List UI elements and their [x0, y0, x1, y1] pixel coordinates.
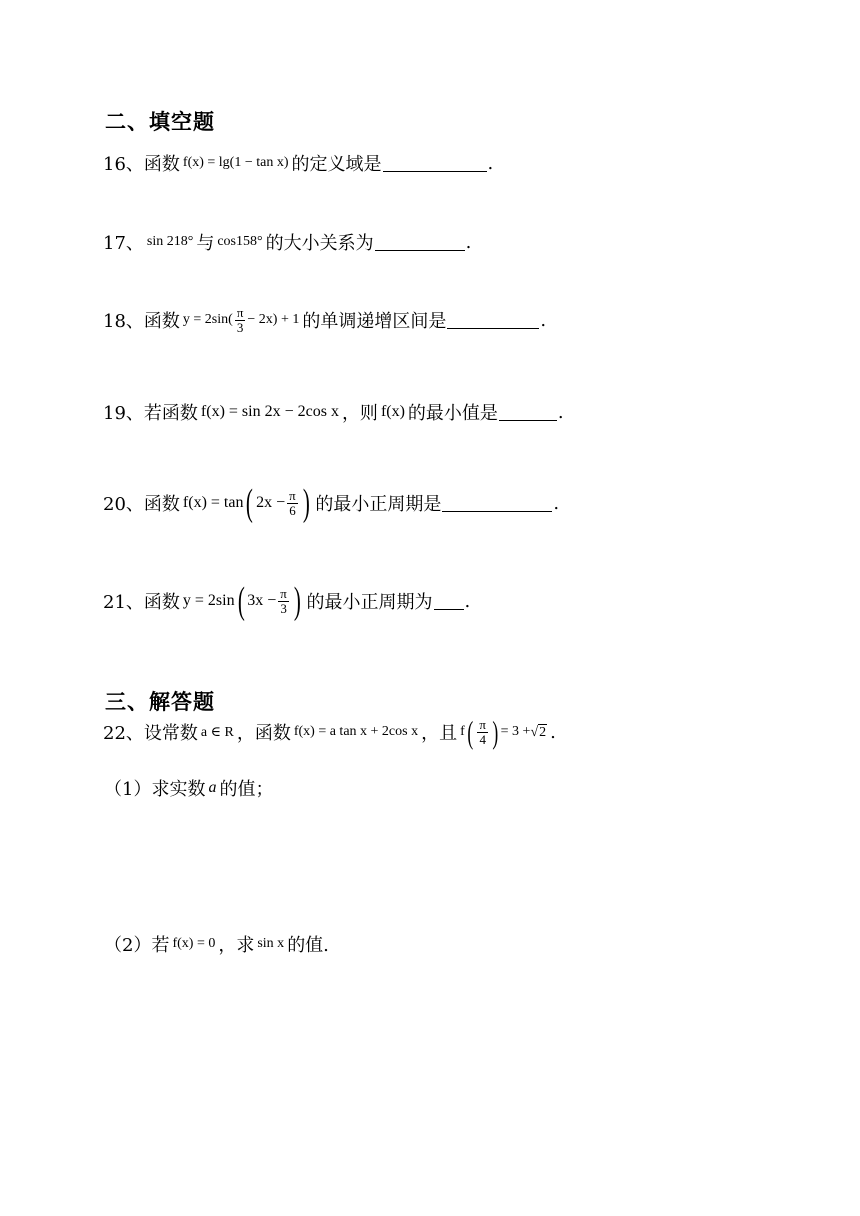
answer-blank[interactable] [375, 234, 465, 251]
question-17 [103, 229, 471, 255]
question-number: 20、 [103, 494, 144, 515]
math-part: − 2x) + 1 [247, 312, 300, 328]
question-20 [103, 484, 559, 522]
math-expression: sin x [257, 936, 285, 951]
question-text: 的值； [219, 779, 274, 800]
period: . [465, 231, 472, 253]
fraction-denominator: 3 [280, 600, 287, 616]
answer-blank[interactable] [383, 155, 487, 172]
question-text: 的定义域是 [291, 154, 382, 175]
answer-blank[interactable] [434, 593, 464, 610]
period: . [550, 721, 556, 743]
question-19 [103, 399, 564, 425]
question-number: 18、 [103, 311, 144, 333]
math-expression [180, 306, 302, 334]
question-text: 的大小关系为 [265, 233, 374, 254]
question-text: 的最小值是 [407, 403, 498, 424]
question-text: （1）求实数 [104, 779, 206, 800]
fraction-denominator: 3 [236, 319, 244, 335]
math-part: f(x) = tan [182, 494, 244, 511]
fraction-denominator: 4 [479, 731, 486, 747]
right-paren: ) [302, 482, 310, 524]
math-variable: a [208, 779, 217, 796]
question-text: 设常数 [143, 723, 198, 744]
fraction-numerator: π [289, 487, 296, 503]
question-number: 21、 [103, 592, 144, 613]
math-expression: f(x) = lg(1 − tan x) [182, 155, 289, 170]
right-paren: ) [492, 714, 499, 750]
question-text: ，求 [218, 935, 255, 956]
fraction-numerator: π [479, 716, 486, 732]
left-paren: ( [237, 580, 245, 622]
question-number: 22、 [103, 723, 144, 744]
answer-blank[interactable] [442, 495, 552, 512]
fraction-numerator: π [280, 585, 287, 601]
question-text: （2）若 [104, 935, 170, 956]
question-22 [103, 716, 556, 748]
question-text: 与 [196, 233, 215, 254]
question-text: 函数 [143, 311, 180, 333]
question-18 [103, 306, 546, 334]
question-21 [103, 582, 470, 620]
question-16 [103, 150, 493, 176]
section-title-fill-in: 二、填空题 [105, 110, 215, 134]
math-part: y = 2sin [182, 592, 235, 609]
math-part: f [460, 724, 465, 739]
math-expression: a ∈ R [200, 724, 234, 740]
math-part: 2x − [256, 494, 286, 511]
answer-blank[interactable] [447, 312, 539, 329]
period: . [487, 152, 494, 174]
left-paren: ( [467, 714, 474, 750]
sqrt-radicand: 2 [539, 724, 547, 740]
fraction-denominator: 6 [289, 502, 296, 518]
math-part: 3x − [247, 592, 277, 609]
math-part: = 3 + [500, 724, 531, 739]
math-expression: sin 218° [146, 234, 194, 249]
left-paren: ( [246, 482, 254, 524]
question-text: ，函数 [236, 723, 291, 744]
fraction [477, 718, 488, 746]
question-text: 若函数 [143, 403, 198, 424]
math-expression [180, 484, 315, 522]
question-number: 17、 [103, 233, 144, 254]
math-expression: f(x) = sin 2x − 2cos x [200, 403, 339, 420]
question-22-part-2 [104, 931, 329, 957]
question-text: 函数 [143, 154, 180, 175]
fraction-numerator: π [236, 305, 244, 320]
period: . [553, 492, 560, 514]
question-text: 函数 [143, 494, 180, 515]
question-22-part-1 [104, 775, 273, 801]
question-text: 函数 [143, 592, 180, 613]
math-expression: f(x) = 0 [172, 936, 216, 951]
question-number: 19、 [103, 403, 144, 424]
question-number: 16、 [103, 154, 144, 175]
section-title-solutions: 三、解答题 [105, 690, 215, 714]
sqrt: √ 2 [530, 724, 547, 740]
question-text: 的最小正周期是 [315, 494, 442, 515]
period: . [557, 401, 564, 423]
fraction [287, 489, 298, 517]
fraction [235, 306, 246, 334]
math-expression: f(x) [380, 403, 405, 420]
question-text: ，则 [341, 403, 378, 424]
question-text: 的值. [287, 935, 329, 956]
question-text: ，且 [421, 723, 458, 744]
fraction [278, 587, 289, 615]
answer-blank[interactable] [499, 404, 557, 421]
math-expression [180, 582, 307, 620]
question-text: 的单调递增区间是 [302, 311, 447, 333]
right-paren: ) [293, 580, 301, 622]
question-text: 的最小正周期为 [306, 592, 433, 613]
math-expression: cos158° [217, 234, 263, 249]
math-part: y = 2sin( [182, 312, 233, 328]
math-expression [457, 716, 550, 748]
period: . [464, 590, 471, 612]
period: . [540, 309, 547, 331]
math-expression: f(x) = a tan x + 2cos x [293, 724, 419, 739]
